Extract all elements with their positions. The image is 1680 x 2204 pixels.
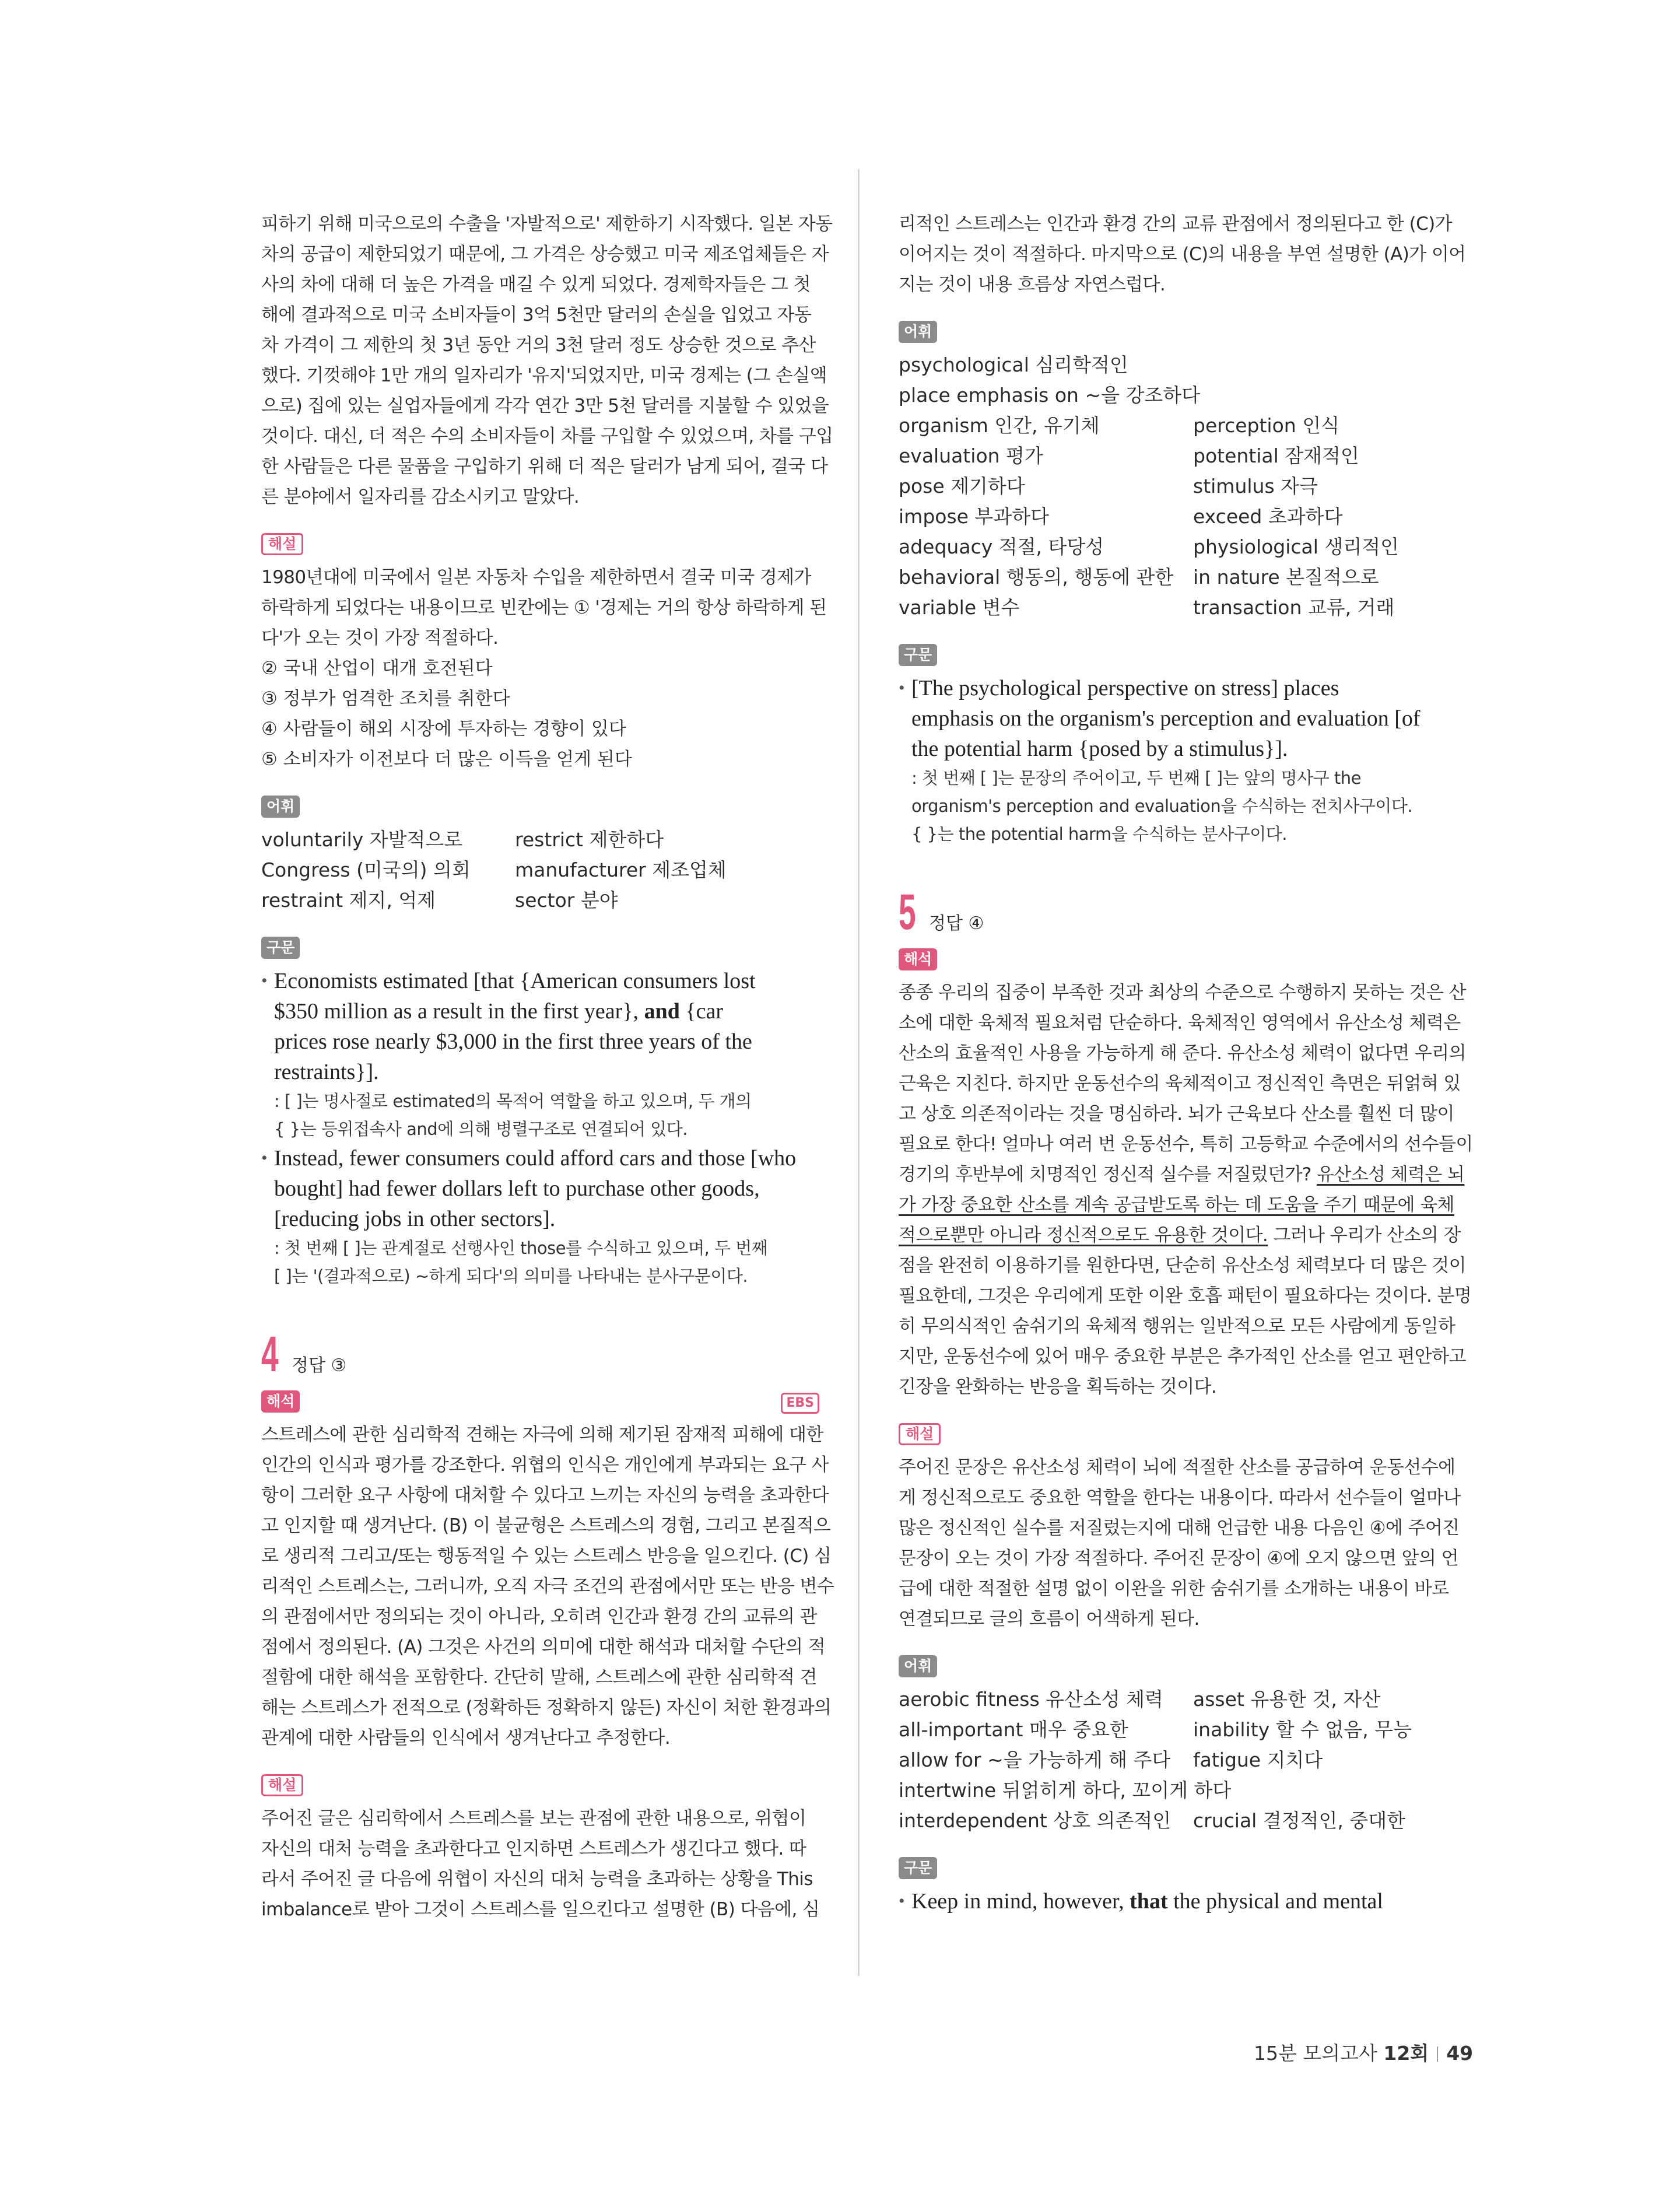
text-line: 산소의 효율적인 사용을 가능하게 해 준다. 유산소성 체력이 없다면 우리의	[899, 1043, 1466, 1064]
text-line: 필요로 한다! 얼마나 여러 번 운동선수, 특히 고등학교 수준에서의 선수들이	[899, 1134, 1473, 1155]
answer-label: 정답 ③	[292, 1355, 347, 1376]
text-line: 해에 결과적으로 미국 소비자들이 3억 5천만 달러의 손실을 입었고 자동	[261, 304, 812, 325]
ebs-badge: EBS	[781, 1393, 819, 1414]
text-line: 것이다. 대신, 더 적은 수의 소비자들이 차를 구입할 수 있었으며, 차를 구입	[261, 426, 833, 447]
text-line: 스트레스에 관한 심리학적 견해는 자극에 의해 제기된 잠재적 피해에 대한	[261, 1424, 823, 1445]
vocab-item: variable 변수	[899, 596, 1020, 619]
answer-label: 정답 ④	[929, 913, 984, 934]
vocab-item: evaluation 평가	[899, 444, 1043, 467]
vocab-item: pose 제기하다	[899, 475, 1025, 497]
vocab-grid-2	[899, 1684, 1457, 1836]
text-line: 자신의 대처 능력을 초과한다고 인지하면 스트레스가 생긴다고 했다. 따	[261, 1838, 806, 1859]
text-line: 절함에 대한 해석을 포함한다. 간단히 말해, 스트레스에 관한 심리학적 견	[261, 1667, 817, 1688]
text-line: 으로) 집에 있는 실업자들에게 각각 연간 3만 5천 달러를 지불할 수 있었을	[261, 395, 829, 416]
text-line: 한 사람들은 다른 물품을 구입하기 위해 더 적은 달러가 남게 되어, 결국 다	[261, 456, 828, 477]
text-segment: 경기의 후반부에 치명적인 정신적 실수를 저질렀던가?	[899, 1164, 1311, 1185]
grammar-sentence-2	[899, 1886, 1457, 1916]
option-item: ② 국내 산업이 대개 호전된다	[261, 658, 493, 679]
vocab-item: voluntarily 자발적으로	[261, 828, 463, 851]
vocab-item: adequacy 적절, 타당성	[899, 535, 1104, 558]
underlined-sentence: 적으로뿐만 아니라 정신적으로도 유용한 것이다.	[899, 1225, 1268, 1246]
text-line: 종종 우리의 집중이 부족한 것과 최상의 수준으로 수행하지 못하는 것은 산	[899, 982, 1466, 1003]
vocab-tag: 어휘	[899, 321, 937, 343]
note-line: { }는 등위접속사 and에 의해 병렬구조로 연결되어 있다.	[274, 1119, 688, 1139]
vocab-tag: 어휘	[899, 1655, 937, 1677]
sentence-line: $350 million as a result in the first year}, and {car	[274, 999, 723, 1024]
vocab-item: crucial 결정적인, 중대한	[1193, 1809, 1405, 1832]
vocab-item: Congress (미국의) 의회	[261, 859, 471, 881]
text-line: 피하기 위해 미국으로의 수출을 '자발적으로' 제한하기 시작했다. 일본 자동	[261, 213, 833, 234]
text-line: imbalance로 받아 그것이 스트레스를 일으킨다고 설명한 (B) 다음에, 심	[261, 1899, 820, 1920]
vocab-grid	[899, 350, 1457, 623]
footer-separator	[1437, 2047, 1438, 2062]
text-line: 해는 스트레스가 전적으로 (정확하든 정확하지 않든) 자신이 처한 환경과의	[261, 1697, 832, 1718]
gumun-tag: 구문	[899, 1857, 937, 1879]
text-line: 주어진 글은 심리학에서 스트레스를 보는 관점에 관한 내용으로, 위협이	[261, 1808, 806, 1829]
text-line: 연결되므로 글의 흐름이 어색하게 된다.	[899, 1609, 1200, 1630]
vocab-item: fatigue 지치다	[1193, 1749, 1323, 1771]
grammar-sentence-1	[261, 966, 819, 1087]
vocab-item: intertwine 뒤얽히게 하다, 꼬이게 하다	[899, 1779, 1232, 1802]
vocab-item: inability 할 수 없음, 무능	[1193, 1718, 1412, 1741]
gumun-tag: 구문	[261, 937, 300, 959]
text-line: 문장이 오는 것이 가장 적절하다. 주어진 문장이 ④에 오지 않으면 앞의 언	[899, 1548, 1458, 1569]
sentence-segment: Keep in mind, however,	[911, 1889, 1130, 1914]
vocab-item: restraint 제지, 억제	[261, 889, 436, 912]
haeseol-tag: 해설	[261, 533, 303, 555]
text-line: 관계에 대한 사람들의 인식에서 생겨난다고 추정한다.	[261, 1728, 671, 1749]
sentence-line: the potential harm {posed by a stimulus}].	[911, 737, 1288, 761]
text-line: 급에 대한 적절한 설명 없이 이완을 위한 숨쉬기를 소개하는 내용이 바로	[899, 1578, 1449, 1599]
sentence-line: restraints}].	[274, 1060, 379, 1084]
text-line: 사의 차에 대해 더 높은 가격을 매길 수 있게 되었다. 경제학자들은 그 첫	[261, 274, 811, 295]
text-line: 이어지는 것이 적절하다. 마지막으로 (C)의 내용을 부연 설명한 (A)가 이어	[899, 244, 1466, 265]
vocab-item: transaction 교류, 거래	[1193, 596, 1395, 619]
vocab-item: physiological 생리적인	[1193, 535, 1399, 558]
vocab-item: sector 분야	[515, 889, 618, 912]
text-line: 리적인 스트레스는 인간과 환경 간의 교류 관점에서 정의된다고 한 (C)가	[899, 213, 1453, 234]
vocab-item: impose 부과하다	[899, 505, 1049, 528]
text-line: 지는 것이 내용 흐름상 자연스럽다.	[899, 274, 1166, 295]
note-line: : 첫 번째 [ ]는 문장의 주어이고, 두 번째 [ ]는 앞의 명사구 the	[911, 768, 1361, 788]
vocab-item: asset 유용한 것, 자산	[1193, 1688, 1381, 1711]
footer-round: 12회	[1383, 2042, 1429, 2065]
vocab-item: behavioral 행동의, 행동에 관한	[899, 566, 1174, 588]
note-line: organism's perception and evaluation을 수식하는 전치사구이다.	[911, 796, 1413, 816]
question-number: 5	[899, 884, 916, 940]
question-4-header	[261, 1326, 819, 1382]
sentence-line: • [The psychological perspective on stress] places	[911, 676, 1339, 700]
text-line: 고 상호 의존적이라는 것을 명심하라. 뇌가 근육보다 산소를 훨씬 더 많이	[899, 1103, 1454, 1124]
text-line: 점을 완전히 이용하기를 원한다면, 단순히 유산소성 체력보다 더 많은 것이	[899, 1255, 1466, 1276]
vocab-item: place emphasis on ~을 강조하다	[899, 384, 1200, 407]
note-line: : 첫 번째 [ ]는 관계절로 선행사인 those를 수식하고 있으며, 두 번째	[274, 1238, 768, 1258]
text-line: 라서 주어진 글 다음에 위협이 자신의 대처 능력을 초과하는 상황을 This	[261, 1869, 813, 1890]
vocab-item: psychological 심리학적인	[899, 353, 1128, 376]
q4-translation	[261, 1420, 834, 1753]
sentence-line: bought] had fewer dollars left to purchase other goods,	[274, 1176, 760, 1201]
vocab-item: potential 잠재적인	[1193, 444, 1359, 467]
vocab-item: interdependent 상호 의존적인	[899, 1809, 1172, 1832]
text-line: 긴장을 완화하는 반응을 획득하는 것이다.	[899, 1376, 1217, 1397]
text-line: 주어진 문장은 유산소성 체력이 뇌에 적절한 산소를 공급하여 운동선수에	[899, 1457, 1455, 1478]
text-line: 했다. 기껏해야 1만 개의 일자리가 '유지'되었지만, 미국 경제는 (그 손실액	[261, 365, 827, 386]
sentence-segment: the physical and mental	[1167, 1889, 1383, 1914]
text-line: 른 분야에서 일자리를 감소시키고 말았다.	[261, 486, 580, 507]
text-line: 항이 그러한 요구 사항에 대처할 수 있다고 느끼는 자신의 능력을 초과한다	[261, 1485, 829, 1506]
vocab-item: perception 인식	[1193, 414, 1339, 437]
haeseok-tag: 해석	[261, 1390, 300, 1413]
vocab-item: manufacturer 제조업체	[515, 859, 727, 881]
underlined-sentence: 유산소성 체력은 뇌	[1317, 1164, 1465, 1185]
text-line: 히 무의식적인 숨쉬기의 육체적 행위는 일반적으로 모든 사람에게 동일하	[899, 1316, 1455, 1337]
text-line: 필요한데, 그것은 우리에게 또한 이완 호흡 패턴이 필요하다는 것이다. 분명	[899, 1285, 1472, 1306]
text-line: 인간의 인식과 평가를 강조한다. 위협의 인식은 개인에게 부과되는 요구 사	[261, 1455, 829, 1476]
grammar-note	[899, 764, 1457, 848]
page-footer	[1254, 2038, 1474, 2066]
text-line: 소에 대한 육체적 필요처럼 단순하다. 육체적인 영역에서 유산소성 체력은	[899, 1012, 1461, 1033]
q4-explanation-continued	[899, 209, 1466, 300]
question-5-header	[899, 884, 1457, 940]
underlined-sentence: 가 가장 중요한 산소를 계속 공급받도록 하는 데 도움을 주기 때문에 육체	[899, 1194, 1454, 1215]
question-number: 4	[261, 1326, 279, 1382]
left-column	[261, 209, 834, 1925]
vocab-item: organism 인간, 유기체	[899, 414, 1100, 437]
vocab-item: all-important 매우 중요한	[899, 1718, 1128, 1741]
grammar-note-2	[261, 1234, 819, 1290]
sentence-segment-bold: that	[1130, 1889, 1168, 1914]
option-item: ⑤ 소비자가 이전보다 더 많은 이득을 얻게 된다	[261, 749, 632, 770]
vocab-grid	[261, 825, 819, 916]
bold-conjunction: and	[644, 999, 680, 1024]
column-divider	[858, 169, 860, 1976]
text-segment: 그러나 우리가 산소의 장	[1268, 1225, 1461, 1246]
option-item: ③ 정부가 엄격한 조치를 취한다	[261, 688, 510, 709]
q4-explanation	[261, 1803, 819, 1925]
vocab-item: aerobic fitness 유산소성 체력	[899, 1688, 1163, 1711]
q5-translation	[899, 977, 1473, 1402]
text-line: 의 관점에서만 정의되는 것이 아니라, 오히려 인간과 환경 간의 교류의 관	[261, 1606, 817, 1627]
text-line: 게 정신적으로도 중요한 역할을 한다는 내용이다. 따라서 선수들이 얼마나	[899, 1487, 1461, 1508]
sentence-line: prices rose nearly $3,000 in the first three years of the	[274, 1029, 752, 1054]
text-line: 지만, 운동선수에 있어 매우 중요한 부분은 추가적인 산소를 얻고 편안하고	[899, 1346, 1466, 1367]
sentence-line: emphasis on the organism's perception and evaluation [of	[911, 706, 1421, 731]
wrong-options-list	[261, 653, 819, 775]
haeseok-tag: 해석	[899, 948, 937, 970]
grammar-note-1	[261, 1087, 819, 1143]
page-number: 49	[1446, 2042, 1474, 2065]
sentence-line: • Economists estimated [that {American consumers lost	[274, 969, 756, 993]
footer-title: 15분 모의고사	[1254, 2042, 1377, 2065]
text-line: 고 인지할 때 생겨난다. (B) 이 불균형은 스트레스의 경험, 그리고 본질적으	[261, 1515, 831, 1536]
text-line: 1980년대에 미국에서 일본 자동차 수입을 제한하면서 결국 미국 경제가	[261, 567, 811, 588]
vocab-item: stimulus 자극	[1193, 475, 1318, 497]
intro-translation	[261, 209, 833, 512]
text-line: 로 생리적 그리고/또는 행동적일 수 있는 스트레스 반응을 일으킨다. (C) 심	[261, 1546, 832, 1567]
vocab-item: in nature 본질적으로	[1193, 566, 1379, 588]
haeseol-text	[261, 562, 827, 653]
vocab-item: exceed 초과하다	[1193, 505, 1343, 528]
right-column	[899, 209, 1473, 1916]
text-line: 근육은 지친다. 하지만 운동선수의 육체적이고 정신적인 측면은 뒤얽혀 있	[899, 1073, 1461, 1094]
haeseol-tag: 해설	[261, 1774, 303, 1796]
text-line: 차 가격이 그 제한의 첫 3년 동안 거의 3천 달러 정도 상승한 것으로 추산	[261, 335, 816, 356]
note-line: [ ]는 '(결과적으로) ~하게 되다'의 의미를 나타내는 분사구문이다.	[274, 1266, 748, 1286]
text-line: 다'가 오는 것이 가장 적절하다.	[261, 628, 499, 649]
text-line: 점에서 정의된다. (A) 그것은 사건의 의미에 대한 해석과 대처할 수단의 적	[261, 1637, 826, 1658]
gumun-tag: 구문	[899, 644, 937, 666]
q5-explanation	[899, 1452, 1461, 1634]
grammar-sentence-2	[261, 1143, 819, 1234]
vocab-item: restrict 제한하다	[515, 828, 664, 851]
text-line: 하락하게 되었다는 내용이므로 빈칸에는 ① '경제는 거의 항상 하락하게 된	[261, 597, 827, 618]
vocab-tag: 어휘	[261, 796, 300, 818]
sentence-line: • Instead, fewer consumers could afford cars and those [who	[274, 1146, 797, 1171]
option-item: ④ 사람들이 해외 시장에 투자하는 경향이 있다	[261, 719, 626, 740]
haeseol-tag: 해설	[899, 1423, 941, 1445]
note-line: : [ ]는 명사절로 estimated의 목적어 역할을 하고 있으며, 두 개의	[274, 1091, 752, 1111]
grammar-sentence	[899, 673, 1457, 764]
note-line: { }는 the potential harm을 수식하는 분사구이다.	[911, 824, 1287, 844]
text-line: 많은 정신적인 실수를 저질렀는지에 대해 언급한 내용 다음인 ④에 주어진	[899, 1518, 1460, 1539]
sentence-line: [reducing jobs in other sectors].	[274, 1207, 556, 1231]
vocab-item: allow for ~을 가능하게 해 주다	[899, 1749, 1171, 1771]
text-line: 리적인 스트레스는, 그러니까, 오직 자극 조건의 관점에서만 또는 반응 변수	[261, 1576, 834, 1597]
text-line: 차의 공급이 제한되었기 때문에, 그 가격은 상승했고 미국 제조업체들은 자	[261, 244, 829, 265]
